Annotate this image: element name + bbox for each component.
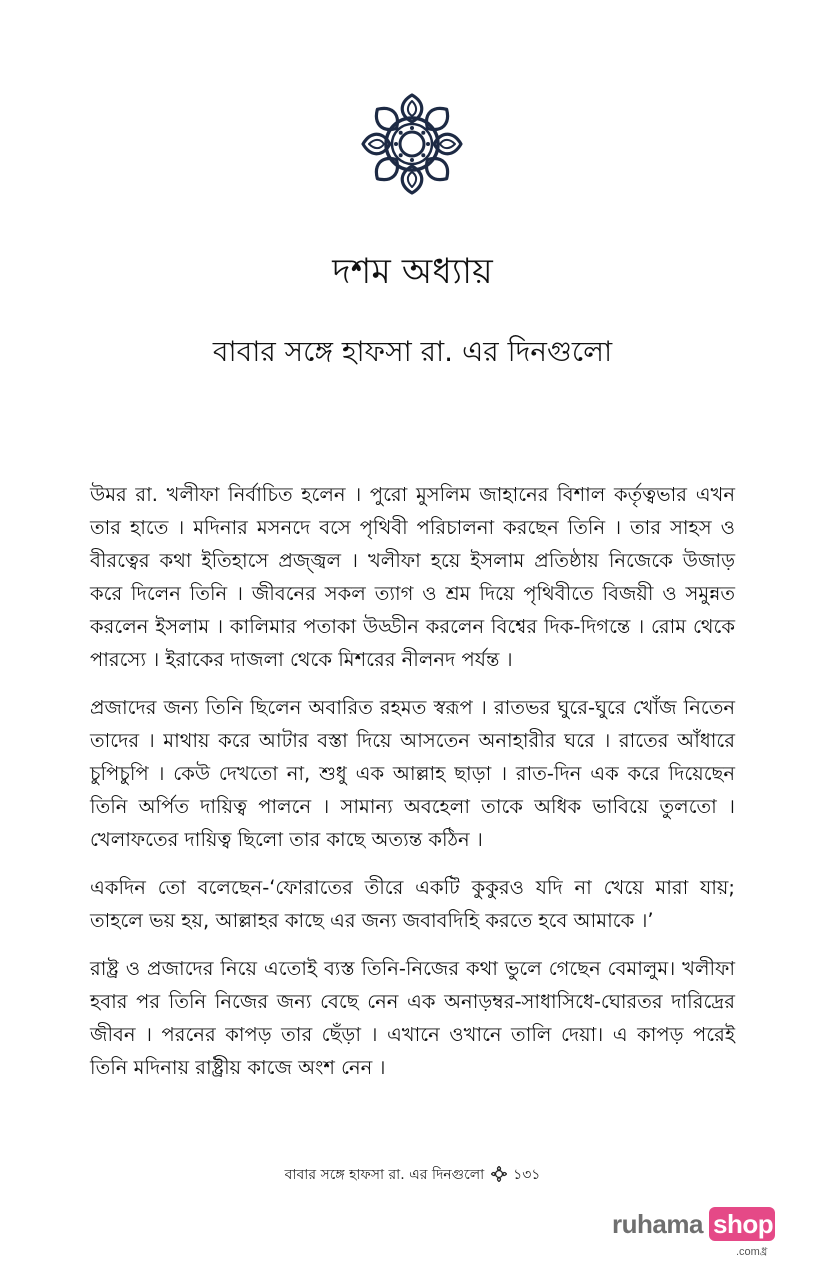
mandala-flower-icon bbox=[355, 90, 469, 198]
page-number: ১৩১ bbox=[513, 1167, 541, 1183]
flower-ornament-icon bbox=[491, 1166, 507, 1182]
chapter-subtitle: বাবার সঙ্গে হাফসা রা. এর দিনগুলো bbox=[212, 335, 613, 368]
chapter-body bbox=[90, 478, 735, 1099]
ruhamashop-watermark bbox=[612, 1207, 782, 1261]
paragraph: প্রজাদের জন্য তিনি ছিলেন অবারিত রহমত স্বরূপ । রাতভর ঘুরে-ঘুরে খোঁজ নিতেন তাদের । মাথায় করে আটার বস্তা দিয়ে আসতেন অনাহারীর ঘরে । রাতের আঁধারে চুপিচুপি । কেউ দেখতো না, শুধু এক আল্লাহ ছাড়া । রাত-দিন এক করে দিয়েছেন তিনি অর্পিত দায়িত্ব পালনে । সামান্য অবহেলা তাকে অধিক ভাবিয়ে তুলতো । খেলাফতের দায়িত্ব ছিলো তার কাছে অত্যন্ত কঠিন । bbox=[90, 696, 735, 851]
paragraph: উমর রা. খলীফা নির্বাচিত হলেন । পুরো মুসলিম জাহানের বিশাল কর্তৃত্বভার এখন তার হাতে । মদিনার মসনদে বসে পৃথিবী পরিচালনা করছেন তিনি । তার সাহস ও বীরত্বের কথা ইতিহাসে প্রজ্জ্বল । খলীফা হয়ে ইসলাম প্রতিষ্ঠায় নিজেকে উজাড় করে দিলেন তিনি । জীবনের সকল ত্যাগ ও শ্রম দিয়ে পৃথিবীতে বিজয়ী ও সমুন্নত করলেন ইসলাম । কালিমার পতাকা উড্ডীন করলেন বিশ্বের দিক-দিগন্তে । রোম থেকে পারস্যে । ইরাকের দাজলা থেকে মিশরের নীলনদ পর্যন্ত । bbox=[90, 483, 735, 671]
logo-brand-left: ruhama bbox=[612, 1209, 703, 1239]
paragraph: রাষ্ট্র ও প্রজাদের নিয়ে এতোই ব্যস্ত তিনি-নিজের কথা ভুলে গেছেন বেমালুম। খলীফা হবার পর তিনি নিজের জন্য বেছে নেন এক অনাড়ম্বর-সাধাসিধে-ঘোরতর দারিদ্রের জীবন । পরনের কাপড় তার ছেঁড়া । এখানে ওখানে তালি দেয়া। এ কাপড় পরেই তিনি মদিনায় রাষ্ট্রীয় কাজে অংশ নেন । bbox=[90, 957, 735, 1079]
logo-brand-right: shop bbox=[713, 1209, 774, 1239]
paragraph: একদিন তো বলেছেন-‘ফোরাতের তীরে একটি কুকুরও যদি না খেয়ে মারা যায়; তাহলে ভয় হয়, আল্লাহর কাছে এর জন্য জবাবদিহি করতে হবে আমাকে ।’ bbox=[90, 876, 735, 932]
running-title: বাবার সঙ্গে হাফসা রা. এর দিনগুলো bbox=[284, 1167, 485, 1183]
page-footer bbox=[0, 1164, 825, 1186]
chapter-title: দশম অধ্যায় bbox=[332, 252, 493, 292]
logo-domain: .comধ্র bbox=[736, 1246, 768, 1258]
